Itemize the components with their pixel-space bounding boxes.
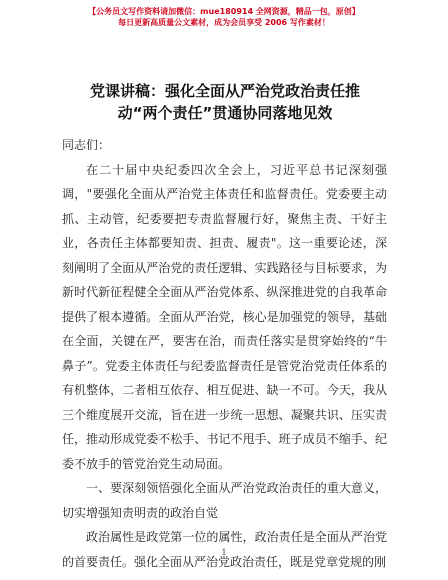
header-banner — [0, 6, 448, 28]
paragraph-intro: 在二十届中央纪委四次全会上，习近平总书记深刻强调，"要强化全面从严治党主体责任和监督责任。党委要主动抓、主动管，纪委要把专责监督履行好，聚焦主责、干好主业，各责任主体都要知责、担责、履责"。这一重要论述，深刻阐明了全面从严治党的责任逻辑、实践路径与目标要求，为新时代新征程健全全面从严治党体系、纵深推进党的自我革命提供了根本遵循。全面从严治党，核心是加强党的领导，基础在全面，关键在严，要害在治，而责任落实是贯穿始终的“牛鼻子”。党委主体责任与纪委监督责任是管党治党责任体系的有机整体，二者相互依存、相互促进、缺一不可。今天，我从三个维度展开交流，旨在进一步统一思想、凝聚共识、压实责任，推动形成党委不松手、书记不甩手、班子成员不缩手、纪委不放手的管党治党生动局面。 — [62, 162, 387, 471]
document-title — [60, 80, 390, 124]
page-number: 1 — [221, 548, 227, 557]
section-heading-1: 一、要深刻领悟强化全面从严治党政治责任的重大意义，切实增强知责明责的政治自觉 — [62, 481, 387, 520]
document-body — [62, 133, 387, 574]
title-line-2: 动“两个责任”贯通协同落地见效 — [117, 104, 333, 122]
title-line-1: 党课讲稿：强化全面从严治党政治责任推 — [89, 82, 360, 100]
salutation: 同志们： — [62, 138, 111, 152]
banner-subscription-line: 每日更新高质量公文素材，成为会员享受 2006 写作素材！ — [118, 18, 330, 27]
paragraph-section-1: 政治属性是政党第一位的属性，政治责任是全面从严治党的首要责任。强化全面从严治党政治责任，既是党章党规的刚 — [62, 530, 387, 569]
banner-promo-line: 【公务员文写作资料请加微信：mue180914 全网资源，精品一包，原创】 — [88, 7, 360, 16]
